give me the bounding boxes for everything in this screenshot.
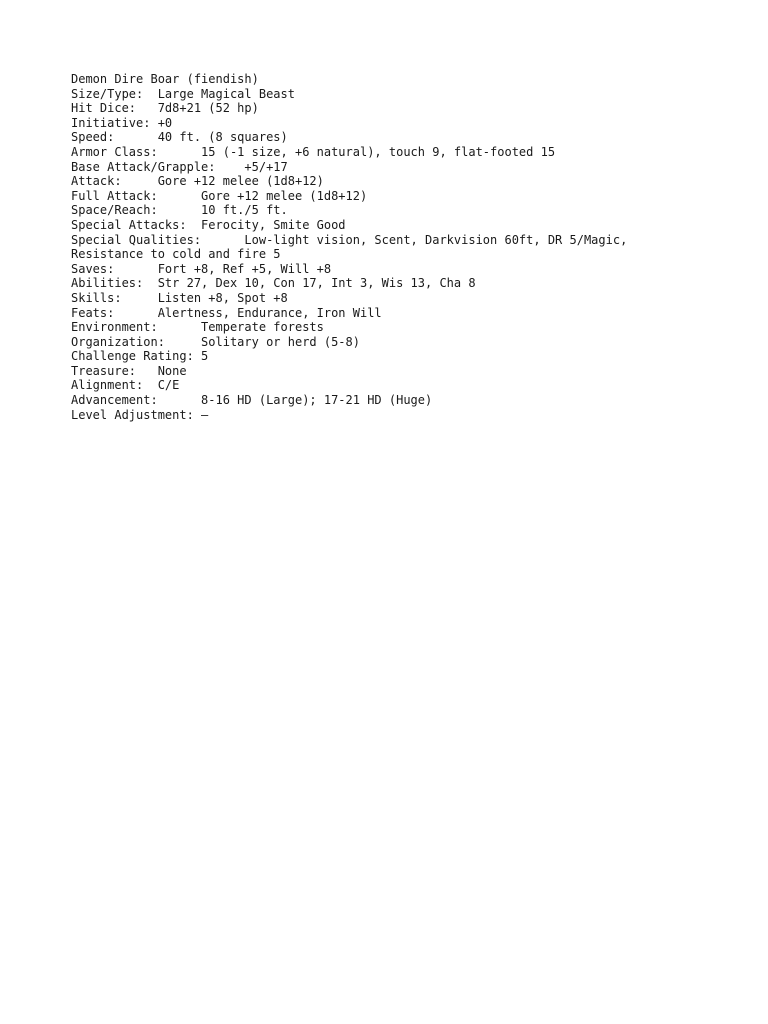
statblock-document <box>71 72 751 422</box>
attack-line: Attack: Gore +12 melee (1d8+12) <box>71 174 324 189</box>
base-attack-grapple-line: Base Attack/Grapple: +5/+17 <box>71 159 288 174</box>
skills-line: Skills: Listen +8, Spot +8 <box>71 290 288 305</box>
abilities-line: Abilities: Str 27, Dex 10, Con 17, Int 3, Wis 13, Cha 8 <box>71 276 476 291</box>
statblock-title: Demon Dire Boar (fiendish) <box>71 72 259 86</box>
treasure-line: Treasure: None <box>71 363 187 378</box>
alignment-line: Alignment: C/E <box>71 378 180 393</box>
size-type-line: Size/Type: Large Magical Beast <box>71 86 295 101</box>
special-qualities-continuation: Resistance to cold and fire 5 <box>71 247 281 262</box>
special-qualities-line: Special Qualities: Low-light vision, Scent, Darkvision 60ft, DR 5/Magic, <box>71 232 628 247</box>
advancement-line: Advancement: 8-16 HD (Large); 17-21 HD (Huge) <box>71 393 433 408</box>
hit-dice-line: Hit Dice: 7d8+21 (52 hp) <box>71 101 259 116</box>
saves-line: Saves: Fort +8, Ref +5, Will +8 <box>71 261 332 276</box>
organization-line: Organization: Solitary or herd (5-8) <box>71 334 360 349</box>
initiative-line: Initiative: +0 <box>71 115 173 130</box>
feats-line: Feats: Alertness, Endurance, Iron Will <box>71 305 382 320</box>
space-reach-line: Space/Reach: 10 ft./5 ft. <box>71 203 288 218</box>
full-attack-line: Full Attack: Gore +12 melee (1d8+12) <box>71 188 368 203</box>
armor-class-line: Armor Class: 15 (-1 size, +6 natural), touch 9, flat-footed 15 <box>71 144 556 159</box>
challenge-rating-line: Challenge Rating: 5 <box>71 349 209 364</box>
speed-line: Speed: 40 ft. (8 squares) <box>71 130 288 145</box>
level-adjustment-line: Level Adjustment: — <box>71 407 209 422</box>
environment-line: Environment: Temperate forests <box>71 320 324 335</box>
special-attacks-line: Special Attacks: Ferocity, Smite Good <box>71 217 346 232</box>
